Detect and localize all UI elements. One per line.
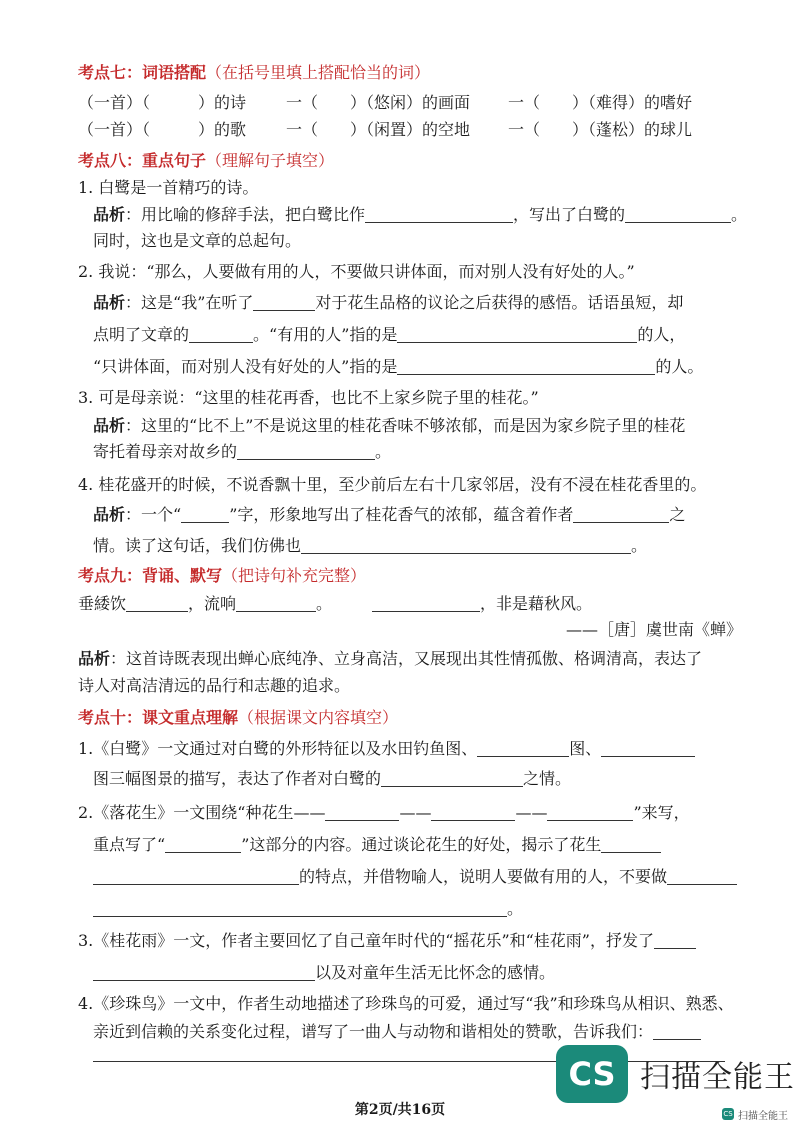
blank[interactable]: [547, 804, 633, 821]
camscanner-name: 扫描全能王: [640, 1060, 795, 1095]
blank[interactable]: [365, 206, 513, 223]
poem-author: ——［唐］虞世南《蝉》: [565, 620, 742, 639]
analysis-label: 品析: [93, 505, 126, 524]
section8-heading: [78, 150, 334, 172]
section9-title: 考点九：背诵、默写: [78, 566, 223, 585]
blank[interactable]: [93, 964, 315, 981]
collocation-2-2: 一（ ）（闲置）的空地: [286, 120, 471, 139]
section9-subtitle: （把诗句补充完整）: [222, 566, 367, 585]
s8-q1: 1. 白鹭是一首精巧的诗。: [78, 178, 259, 197]
blank[interactable]: [372, 595, 480, 612]
blank[interactable]: [181, 506, 229, 523]
blank[interactable]: [667, 868, 737, 885]
s10-q3: 3.《桂花雨》一文，作者主要回忆了自己童年时代的“摇花乐”和“桂花雨”，抒发了: [78, 930, 696, 952]
s8-q2-analysis-3: “只讲体面，而对别人没有好处的人”指的是 的人。: [93, 357, 704, 376]
s10-q3-2: 以及对童年生活无比怀念的感情。: [93, 962, 555, 984]
poem-line: 垂緌饮 ，流响 。 ，非是藉秋风。: [78, 594, 593, 613]
section7-heading: [78, 62, 430, 84]
collocation-1-1: （一首）（ ）的诗: [78, 93, 247, 112]
s10-q4-2: 亲近到信赖的关系变化过程，谱写了一曲人与动物和谐相处的赞歌，告诉我们：: [93, 1021, 701, 1043]
blank[interactable]: [397, 326, 637, 343]
section8-subtitle: （理解句子填空）: [206, 151, 335, 170]
section7-subtitle: （在括号里填上搭配恰当的词）: [206, 63, 431, 82]
section10-subtitle: （根据课文内容填空）: [238, 708, 399, 727]
s10-q2: 2.《落花生》一文围绕“种花生—— —— —— ”来写，: [78, 803, 690, 822]
s10-q2-2: 重点写了“ ”这部分的内容。通过谈论花生的好处，揭示了花生: [93, 834, 661, 856]
camscanner-logo: CS: [556, 1045, 628, 1103]
page-number: 第2页/共16页: [354, 1102, 446, 1118]
s8-q3: 3. 可是母亲说：“这里的桂花再香，也比不上家乡院子里的桂花。”: [78, 388, 539, 407]
blank[interactable]: [431, 804, 515, 821]
blank[interactable]: [653, 1023, 701, 1040]
blank[interactable]: [189, 326, 253, 343]
s8-q3-analysis-2: 寄托着母亲对故乡的 。: [93, 442, 392, 461]
blank[interactable]: [625, 206, 731, 223]
blank[interactable]: [654, 932, 696, 949]
s10-q1-2: 图三幅图景的描写，表达了作者对白鹭的 之情。: [93, 769, 572, 788]
s9-analysis-2: 诗人对高洁清远的品行和志趣的追求。: [78, 676, 351, 695]
s10-q2-4: 。: [93, 898, 523, 920]
analysis-label: 品析: [93, 293, 126, 312]
s8-q2: 2. 我说：“那么，人要做有用的人，不要做只讲体面，而对别人没有好处的人。”: [78, 262, 635, 281]
section10-heading: [78, 707, 398, 729]
camscanner-small-name: 扫描全能王: [738, 1111, 788, 1122]
s8-q2-analysis-2: 点明了文章的 。“有用的人”指的是 的人，: [93, 325, 686, 344]
s8-q3-analysis: 品析：这里的“比不上”不是说这里的桂花香味不够浓郁，而是因为家乡院子里的桂花: [93, 416, 686, 435]
s10-q1: 1.《白鹭》一文通过对白鹭的外形特征以及水田钓鱼图、 图、: [78, 738, 695, 760]
camscanner-small-logo: CS: [723, 1110, 733, 1118]
blank[interactable]: [93, 900, 507, 917]
blank[interactable]: [325, 804, 399, 821]
blank[interactable]: [477, 740, 569, 757]
answer-line[interactable]: [93, 1061, 725, 1062]
s8-q4: 4. 桂花盛开的时候，不说香飘十里，至少前后左右十几家邻居，没有不浸在桂花香里的。: [78, 475, 707, 494]
blank[interactable]: [573, 506, 669, 523]
blank[interactable]: [236, 595, 316, 612]
blank[interactable]: [253, 294, 315, 311]
section10-title: 考点十：课文重点理解: [78, 708, 239, 727]
s8-q4-analysis-2: 情。读了这句话，我们仿佛也 。: [93, 536, 648, 555]
analysis-label: 品析: [93, 416, 126, 435]
s8-q1-analysis-2: 同时，这也是文章的总起句。: [93, 231, 302, 250]
blank[interactable]: [397, 358, 655, 375]
section7-title: 考点七：词语搭配: [78, 63, 207, 82]
collocation-2-1: （一首）（ ）的歌: [78, 120, 247, 139]
analysis-label: 品析: [78, 649, 111, 668]
blank[interactable]: [301, 537, 631, 554]
blank[interactable]: [381, 770, 523, 787]
section9-heading: [78, 565, 366, 587]
s8-q2-analysis: 品析：这是“我”在听了 对于花生品格的议论之后获得的感悟。话语虽短，却: [93, 293, 684, 312]
s8-q4-analysis: 品析：一个“ ”字，形象地写出了桂花香气的浓郁，蕴含着作者 之: [93, 505, 686, 524]
blank[interactable]: [165, 836, 241, 853]
blank[interactable]: [601, 836, 661, 853]
s8-q1-analysis: 品析：用比喻的修辞手法，把白鹭比作 ，写出了白鹭的 。: [93, 205, 748, 224]
s9-analysis: 品析：这首诗既表现出蝉心底纯净、立身高洁，又展现出其性情孤傲、格调清高，表达了: [78, 649, 703, 668]
collocation-1-3: 一（ ）（难得）的嗜好: [508, 93, 693, 112]
analysis-label: 品析: [93, 205, 126, 224]
blank[interactable]: [237, 443, 375, 460]
collocation-1-2: 一（ ）（悠闲）的画面: [286, 93, 471, 112]
section8-title: 考点八：重点句子: [78, 151, 207, 170]
blank[interactable]: [601, 740, 695, 757]
s10-q4: 4.《珍珠鸟》一文中，作者生动地描述了珍珠鸟的可爱，通过写“我”和珍珠鸟从相识、熟悉、: [78, 994, 734, 1013]
collocation-2-3: 一（ ）（蓬松）的球儿: [508, 120, 693, 139]
blank[interactable]: [126, 595, 188, 612]
blank[interactable]: [93, 868, 299, 885]
s10-q2-3: 的特点，并借物喻人，说明人要做有用的人，不要做: [93, 866, 737, 888]
